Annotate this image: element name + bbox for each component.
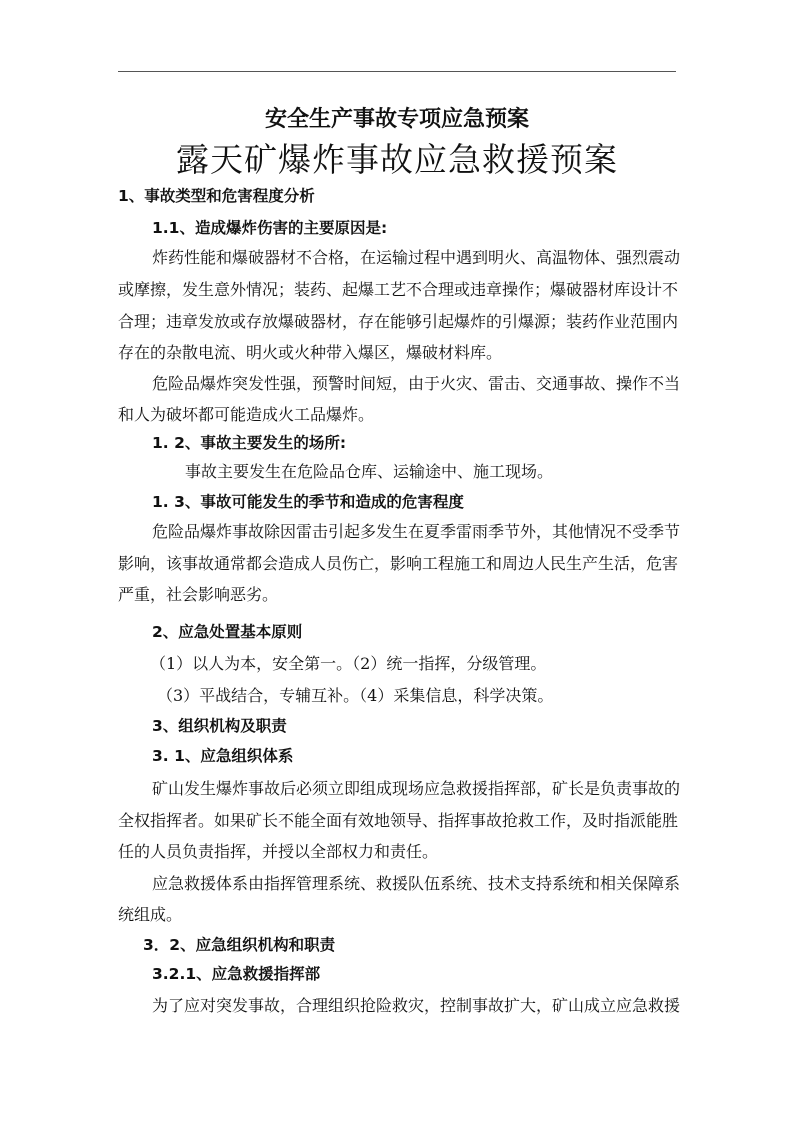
paragraph-line: 事故主要发生在危险品仓库、运输途中、施工现场。 xyxy=(185,462,554,481)
paragraph-line: 应急救援体系由指挥管理系统、救援队伍系统、技术支持系统和相关保障系 xyxy=(152,874,681,893)
paragraph-line: 存在的杂散电流、明火或火种带入爆区，爆破材料库。 xyxy=(118,343,503,362)
section-3-1-heading: 3. 1、应急组织体系 xyxy=(152,747,294,765)
section-3-heading: 3、组织机构及职责 xyxy=(152,717,287,735)
paragraph-line: 危险品爆炸事故除因雷击引起多发生在夏季雷雨季节外，其他情况不受季节 xyxy=(152,522,681,541)
paragraph-line: 统组成。 xyxy=(118,905,183,924)
paragraph-line: 合理；违章发放或存放爆破器材，存在能够引起爆炸的引爆源；装药作业范围内 xyxy=(118,312,679,331)
doc-title: 露天矿爆炸事故应急救援预案 xyxy=(176,140,618,179)
paragraph-line: 矿山发生爆炸事故后必须立即组成现场应急救援指挥部，矿长是负责事故的 xyxy=(152,779,681,798)
paragraph-line: 危险品爆炸突发性强，预警时间短，由于火灾、雷击、交通事故、操作不当 xyxy=(152,374,681,393)
paragraph-line: 全权指挥者。如果矿长不能全面有效地领导、指挥事故抢救工作，及时指派能胜 xyxy=(118,811,679,830)
section-1-heading: 1、事故类型和危害程度分析 xyxy=(118,187,315,205)
section-1-3-heading: 1. 3、事故可能发生的季节和造成的危害程度 xyxy=(152,493,464,511)
paragraph-line: 为了应对突发事故，合理组织抢险救灾，控制事故扩大，矿山成立应急救援 xyxy=(152,996,681,1015)
doc-supertitle: 安全生产事故专项应急预案 xyxy=(264,107,529,132)
section-3-2-heading: 3．2、应急组织机构和职责 xyxy=(143,936,336,954)
section-1-1-heading: 1.1、造成爆炸伤害的主要原因是: xyxy=(152,219,388,237)
paragraph-line: 严重，社会影响恶劣。 xyxy=(118,585,279,604)
paragraph-line: 或摩擦，发生意外情况；装药、起爆工艺不合理或违章操作；爆破器材库设计不 xyxy=(118,280,679,299)
paragraph-line: 影响，该事故通常都会造成人员伤亡，影响工程施工和周边人民生产生活，危害 xyxy=(118,554,679,573)
paragraph-line: 和人为破坏都可能造成火工品爆炸。 xyxy=(118,405,375,424)
principle-line: （3）平战结合，专辅互补。（4）采集信息，科学决策。 xyxy=(157,686,554,705)
section-3-2-1-heading: 3.2.1、应急救援指挥部 xyxy=(152,965,321,983)
principle-line: （1）以人为本，安全第一。（2）统一指挥，分级管理。 xyxy=(150,654,547,673)
section-2-heading: 2、应急处置基本原则 xyxy=(152,623,303,641)
paragraph-line: 任的人员负责指挥，并授以全部权力和责任。 xyxy=(118,842,439,861)
section-1-2-heading: 1. 2、事故主要发生的场所: xyxy=(152,434,347,452)
paragraph-line: 炸药性能和爆破器材不合格，在运输过程中遇到明火、高温物体、强烈震动 xyxy=(152,248,681,267)
header-rule xyxy=(118,71,676,72)
